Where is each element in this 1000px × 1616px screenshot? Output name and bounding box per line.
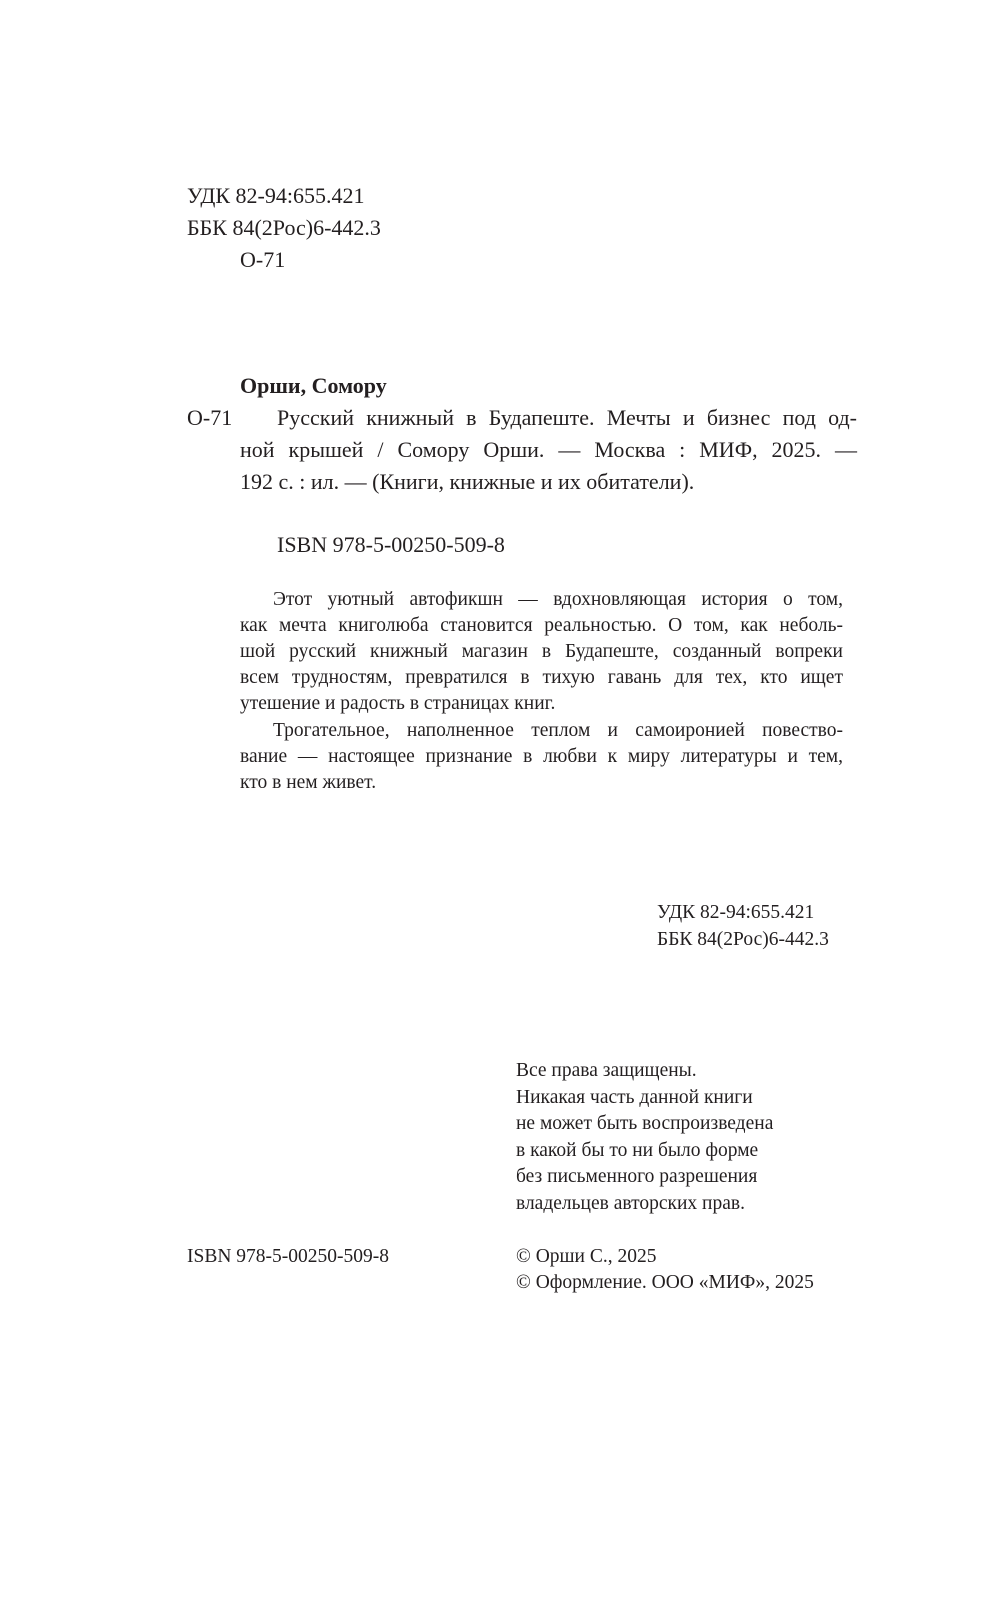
copyright-author: © Орши С., 2025	[516, 1246, 657, 1267]
copyright-design: © Оформление. ООО «МИФ», 2025	[516, 1272, 814, 1293]
annotation-line: всем трудностям, превратился в тихую гавань для тех, кто ищет	[240, 667, 843, 688]
author-sign: О-71	[240, 247, 286, 272]
annotation-line: вание — настоящее признание в любви к миру литературы и тем,	[240, 746, 843, 767]
rights-line: Никакая часть данной книги	[516, 1087, 753, 1108]
annotation-line: кто в нем живет.	[240, 772, 377, 793]
annotation-line: шой русский книжный магазин в Будапеште, созданный вопреки	[240, 641, 843, 662]
rights-line: не может быть воспроизведена	[516, 1113, 774, 1134]
author-sign: О-71	[187, 405, 233, 430]
annotation-line: Трогательное, наполненное теплом и самоиронией повество-	[273, 720, 843, 741]
description-line: 192 с. : ил. — (Книги, книжные и их обитатели).	[240, 469, 695, 494]
rights-line: без письменного разрешения	[516, 1166, 758, 1187]
rights-line: в какой бы то ни было форме	[516, 1140, 759, 1161]
isbn: ISBN 978-5-00250-509-8	[187, 1246, 390, 1267]
annotation-line: Этот уютный автофикшн — вдохновляющая история о том,	[273, 589, 843, 610]
description-line: ной крышей / Сомору Орши. — Москва : МИФ, 2025. —	[240, 437, 857, 462]
author-heading: Орши, Сомору	[240, 373, 387, 398]
rights-line: Все права защищены.	[516, 1060, 697, 1081]
udk-code: УДК 82-94:655.421	[187, 183, 365, 208]
annotation-line: утешение и радость в страницах книг.	[240, 693, 556, 714]
bbk-code: ББК 84(2Рос)6-442.3	[657, 929, 829, 950]
udk-code: УДК 82-94:655.421	[657, 902, 815, 923]
isbn: ISBN 978-5-00250-509-8	[277, 532, 505, 557]
bbk-code: ББК 84(2Рос)6-442.3	[187, 215, 381, 240]
annotation-line: как мечта книголюба становится реальностью. О том, как неболь-	[240, 615, 843, 636]
description-line: Русский книжный в Будапеште. Мечты и бизнес под од-	[277, 405, 857, 430]
rights-line: владельцев авторских прав.	[516, 1193, 745, 1214]
